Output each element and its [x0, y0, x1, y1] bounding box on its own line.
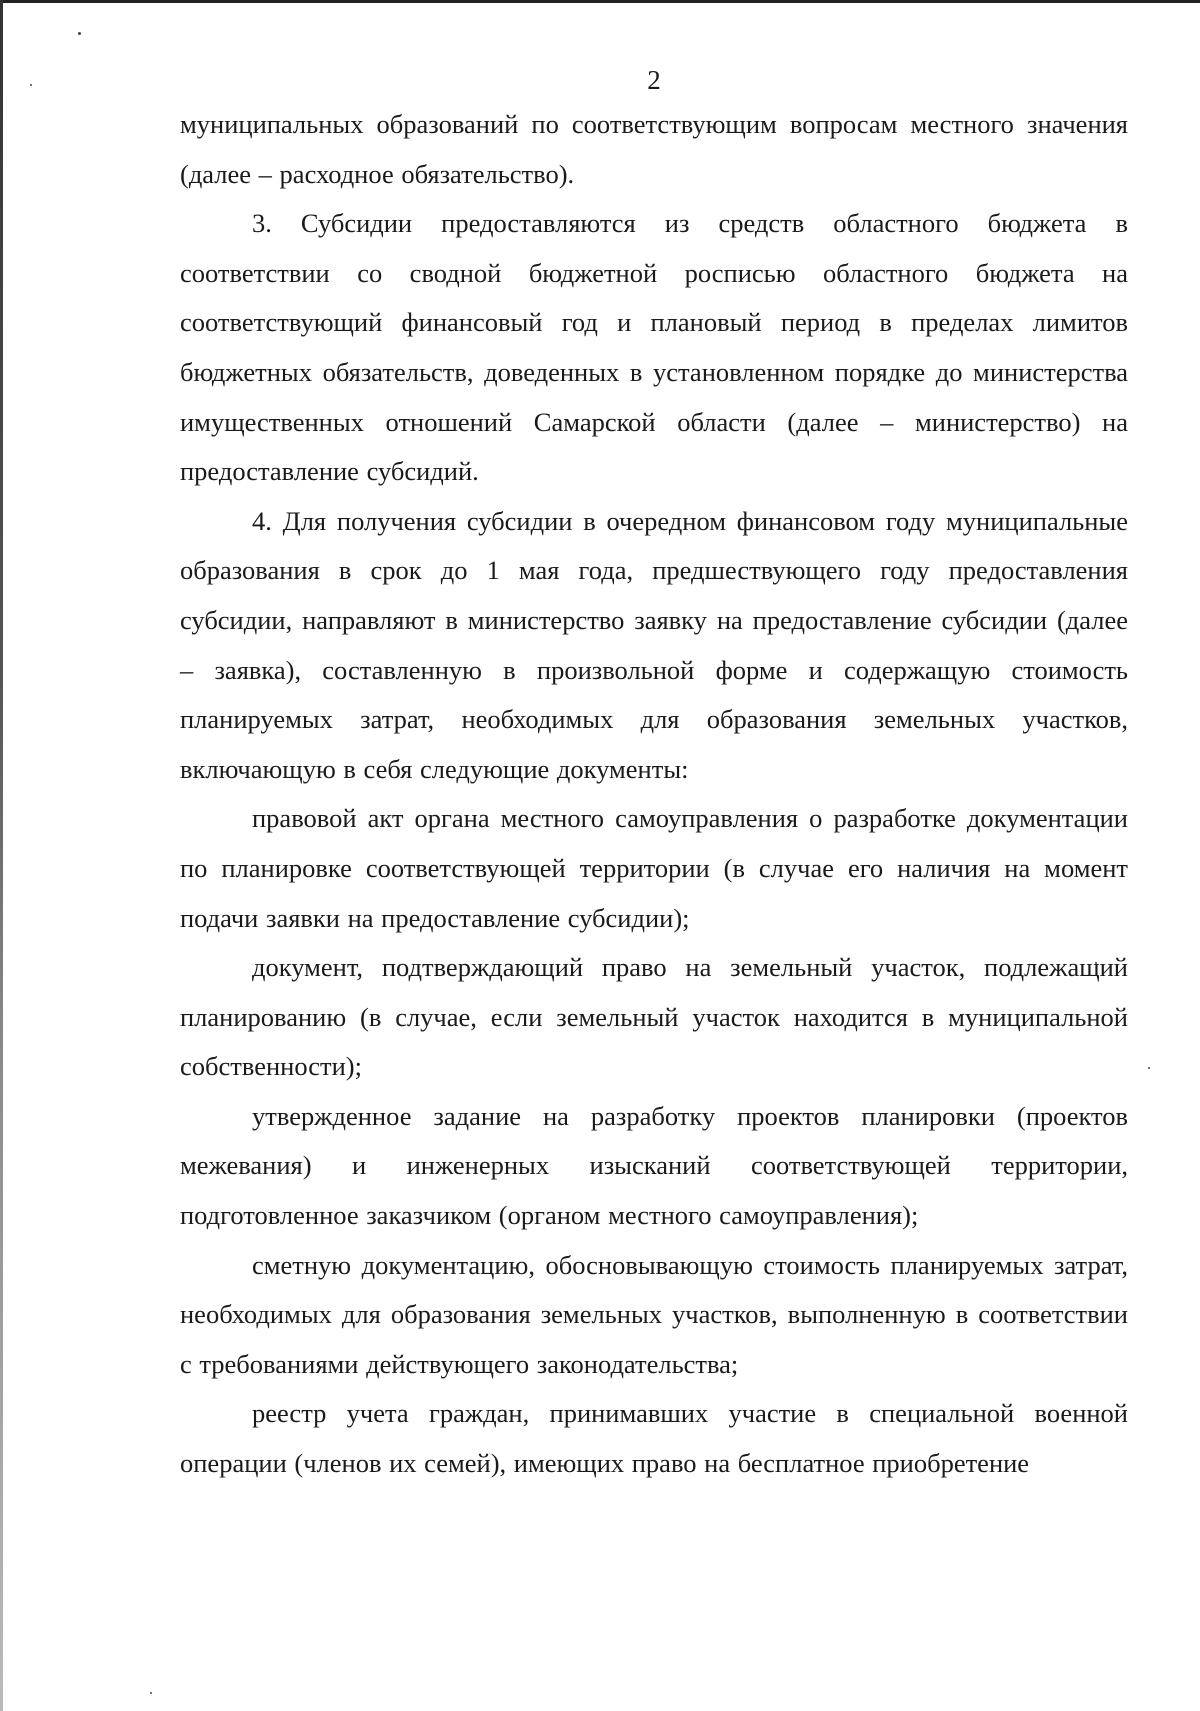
- paragraph: 4. Для получения субсидии в очередном финансовом году муниципальные образования в срок до 1 мая года, предшествующего году предоставления субсидии, направляют в министерство заявку на предоставление субсидии (далее – заявка), составленную в произвольной форме и содержащую стоимость планируемых затрат, необходимых для образования земельных участков, включающую в себя следующие документы:: [180, 505, 1128, 784]
- scan-speck: [150, 1692, 152, 1694]
- paragraph: муниципальных образований по соответствующим вопросам местного значения (далее – расходное обязательство).: [180, 109, 1128, 189]
- document-body: [180, 100, 1128, 1489]
- page-number: 2: [647, 65, 661, 95]
- list-item: сметную документацию, обосновывающую стоимость планируемых затрат, необходимых для образования земельных участков, выполненную в соответствии с требованиями действующего законодательства;: [180, 1249, 1128, 1379]
- scan-border-top: [0, 0, 1200, 3]
- scan-speck: [78, 32, 81, 35]
- list-item: утвержденное задание на разработку проектов планировки (проектов межевания) и инженерных изысканий соответствующей территории, подготовленное заказчиком (органом местного самоуправления);: [180, 1100, 1128, 1231]
- list-item: документ, подтверждающий право на земельный участок, подлежащий планированию (в случае, если земельный участок находится в муниципальной собственности);: [180, 952, 1128, 1082]
- list-item: реестр учета граждан, принимавших участие в специальной военной операции (членов их семей), имеющих право на бесплатное приобретение: [180, 1398, 1128, 1479]
- list-item: правовой акт органа местного самоуправления о разработке документации по планировке соответствующей территории (в случае его наличия на момент подачи заявки на предоставление субсидии);: [180, 803, 1128, 933]
- document-page: [180, 60, 1128, 1489]
- scan-speck: [1148, 1067, 1150, 1069]
- scan-border-left: [0, 0, 3, 1711]
- paragraph: 3. Субсидии предоставляются из средств областного бюджета в соответствии со сводной бюджетной росписью областного бюджета на соответствующий финансовый год и плановый период в пределах лимитов бюджетных обязательств, доведенных в установленном порядке до министерства имущественных отношений Самарской области (далее – министерство) на предоставление субсидий.: [180, 208, 1128, 487]
- scan-speck: [30, 84, 32, 86]
